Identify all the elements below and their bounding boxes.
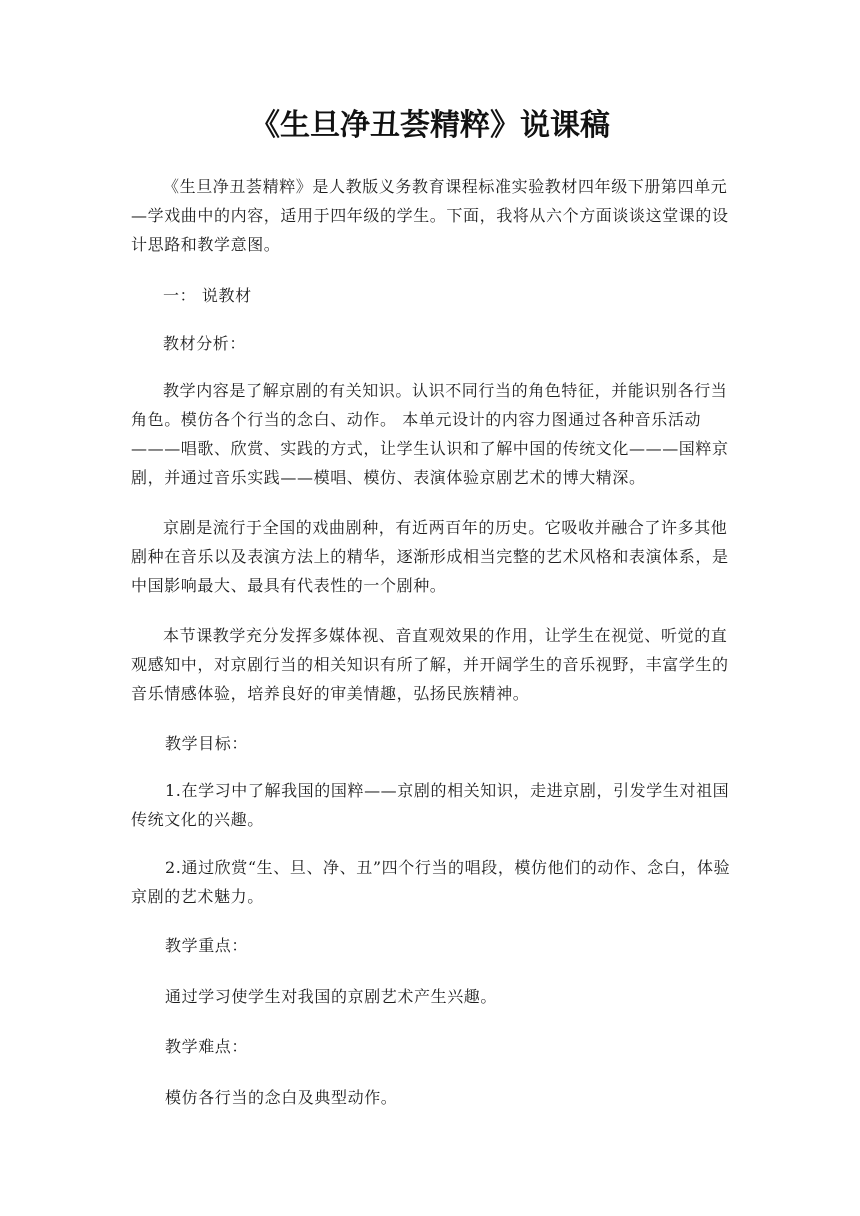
section-heading-teaching-material: 一： 说教材 [163, 286, 252, 305]
analysis-paragraph-2: 京剧是流行于全国的戏曲剧种，有近两百年的历史。它吸收并融合了许多其他剧种在音乐以及表演方法上的精华，逐渐形成相当完整的艺术风格和表演体系，是中国影响最大、最具有代表性的一个剧种。 [131, 518, 729, 595]
intro-paragraph: 《生旦净丑荟精粹》是人教版义务教育课程标准实验教材四年级下册第四单元—学戏曲中的内容，适用于四年级的学生。下面，我将从六个方面谈谈这堂课的设计思路和教学意图。 [131, 177, 729, 254]
document-title: 《生旦净丑荟精粹》说课稿 [250, 108, 610, 143]
goals-heading: 教学目标： [165, 734, 249, 753]
analysis-paragraph-3: 本节课教学充分发挥多媒体视、音直观效果的作用，让学生在视觉、听觉的直观感知中，对京剧行当的相关知识有所了解，并开阔学生的音乐视野，丰富学生的音乐情感体验，培养良好的审美情趣，弘扬民族精神。 [131, 626, 729, 703]
focus-text: 通过学习使学生对我国的京剧艺术产生兴趣。 [165, 987, 498, 1006]
difficulty-heading: 教学难点： [165, 1037, 249, 1056]
goal-item-1: 1.在学习中了解我国的国粹——京剧的相关知识，走进京剧，引发学生对祖国传统文化的兴趣。 [131, 781, 730, 829]
focus-heading: 教学重点： [165, 936, 249, 955]
difficulty-text: 模仿各行当的念白及典型动作。 [165, 1088, 398, 1107]
analysis-paragraph-1: 教学内容是了解京剧的有关知识。认识不同行当的角色特征，并能识别各行当角色。模仿各个行当的念白、动作。 本单元设计的内容力图通过各种音乐活动———唱歌、欣赏、实践的方式，让学生认识和了解中国的传统文化———国粹京剧，并通过音乐实践——模唱、模仿、表演体验京剧艺术的博大精深。 [131, 381, 729, 487]
analysis-heading: 教材分析： [163, 334, 247, 353]
goal-item-2: 2.通过欣赏“生、旦、净、丑”四个行当的唱段，模仿他们的动作、念白，体验京剧的艺术魅力。 [131, 858, 731, 906]
